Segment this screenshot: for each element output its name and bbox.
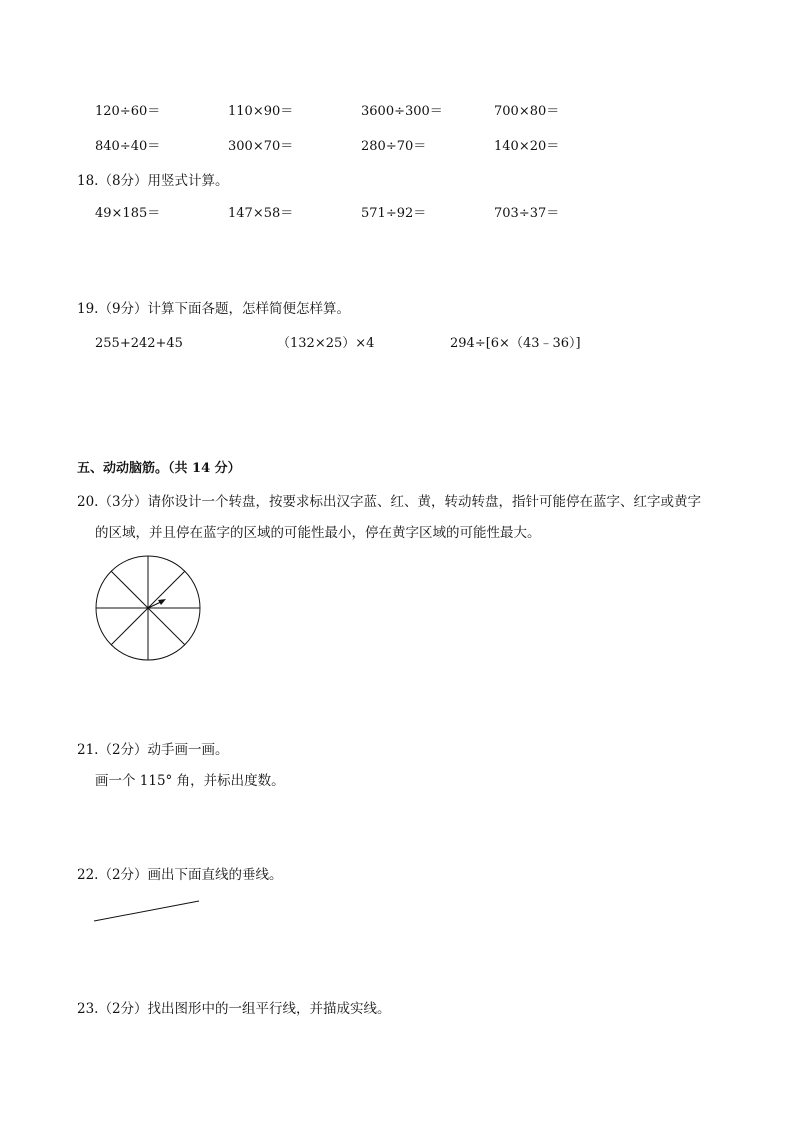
q18-item-2: 147×58＝ xyxy=(228,206,294,221)
q19-item-2: （132×25）×4 xyxy=(277,336,375,351)
q19-item-3: 294÷[6×（43﹣36）] xyxy=(450,336,581,351)
q18-item-4: 703÷37＝ xyxy=(494,206,560,221)
spinner-divider xyxy=(111,608,148,645)
q19-title: 19.（9分）计算下面各题，怎样简便怎样算。 xyxy=(77,301,351,317)
q20-line-2: 的区域，并且停在蓝字的区域的可能性最小，停在黄字区域的可能性最大。 xyxy=(95,525,541,541)
q21-title: 21.（2分）动手画一画。 xyxy=(77,742,229,758)
section-five-heading: 五、动动脑筋。（共 14 分） xyxy=(77,461,241,476)
spinner-divider xyxy=(111,571,148,608)
spinner-diagram xyxy=(93,553,203,663)
spinner-pointer-head xyxy=(158,599,166,605)
oral-calc-6: 300×70＝ xyxy=(228,139,294,154)
oral-calc-1: 120÷60＝ xyxy=(95,104,161,119)
given-straight-line xyxy=(94,901,199,921)
q18-title: 18.（8分）用竖式计算。 xyxy=(77,173,229,189)
q18-item-3: 571÷92＝ xyxy=(361,206,427,221)
straight-line-diagram xyxy=(90,896,210,926)
oral-calc-5: 840÷40＝ xyxy=(95,139,161,154)
q22-title: 22.（2分）画出下面直线的垂线。 xyxy=(77,867,283,883)
q18-item-1: 49×185＝ xyxy=(95,206,161,221)
spinner-circle xyxy=(96,556,200,660)
oral-calc-8: 140×20＝ xyxy=(494,139,560,154)
oral-calc-2: 110×90＝ xyxy=(228,104,294,119)
q23-title: 23.（2分）找出图形中的一组平行线，并描成实线。 xyxy=(77,1001,391,1017)
oral-calc-4: 700×80＝ xyxy=(494,104,560,119)
q21-instruction: 画一个 115° 角，并标出度数。 xyxy=(95,773,285,789)
q19-item-1: 255+242+45 xyxy=(95,336,183,351)
spinner-divider xyxy=(148,571,185,608)
oral-calc-3: 3600÷300＝ xyxy=(361,104,443,119)
oral-calc-7: 280÷70＝ xyxy=(361,139,427,154)
spinner-divider xyxy=(148,608,185,645)
q20-line-1: 20.（3分）请你设计一个转盘，按要求标出汉字蓝、红、黄，转动转盘，指针可能停在蓝字、红字或黄字 xyxy=(77,494,702,510)
